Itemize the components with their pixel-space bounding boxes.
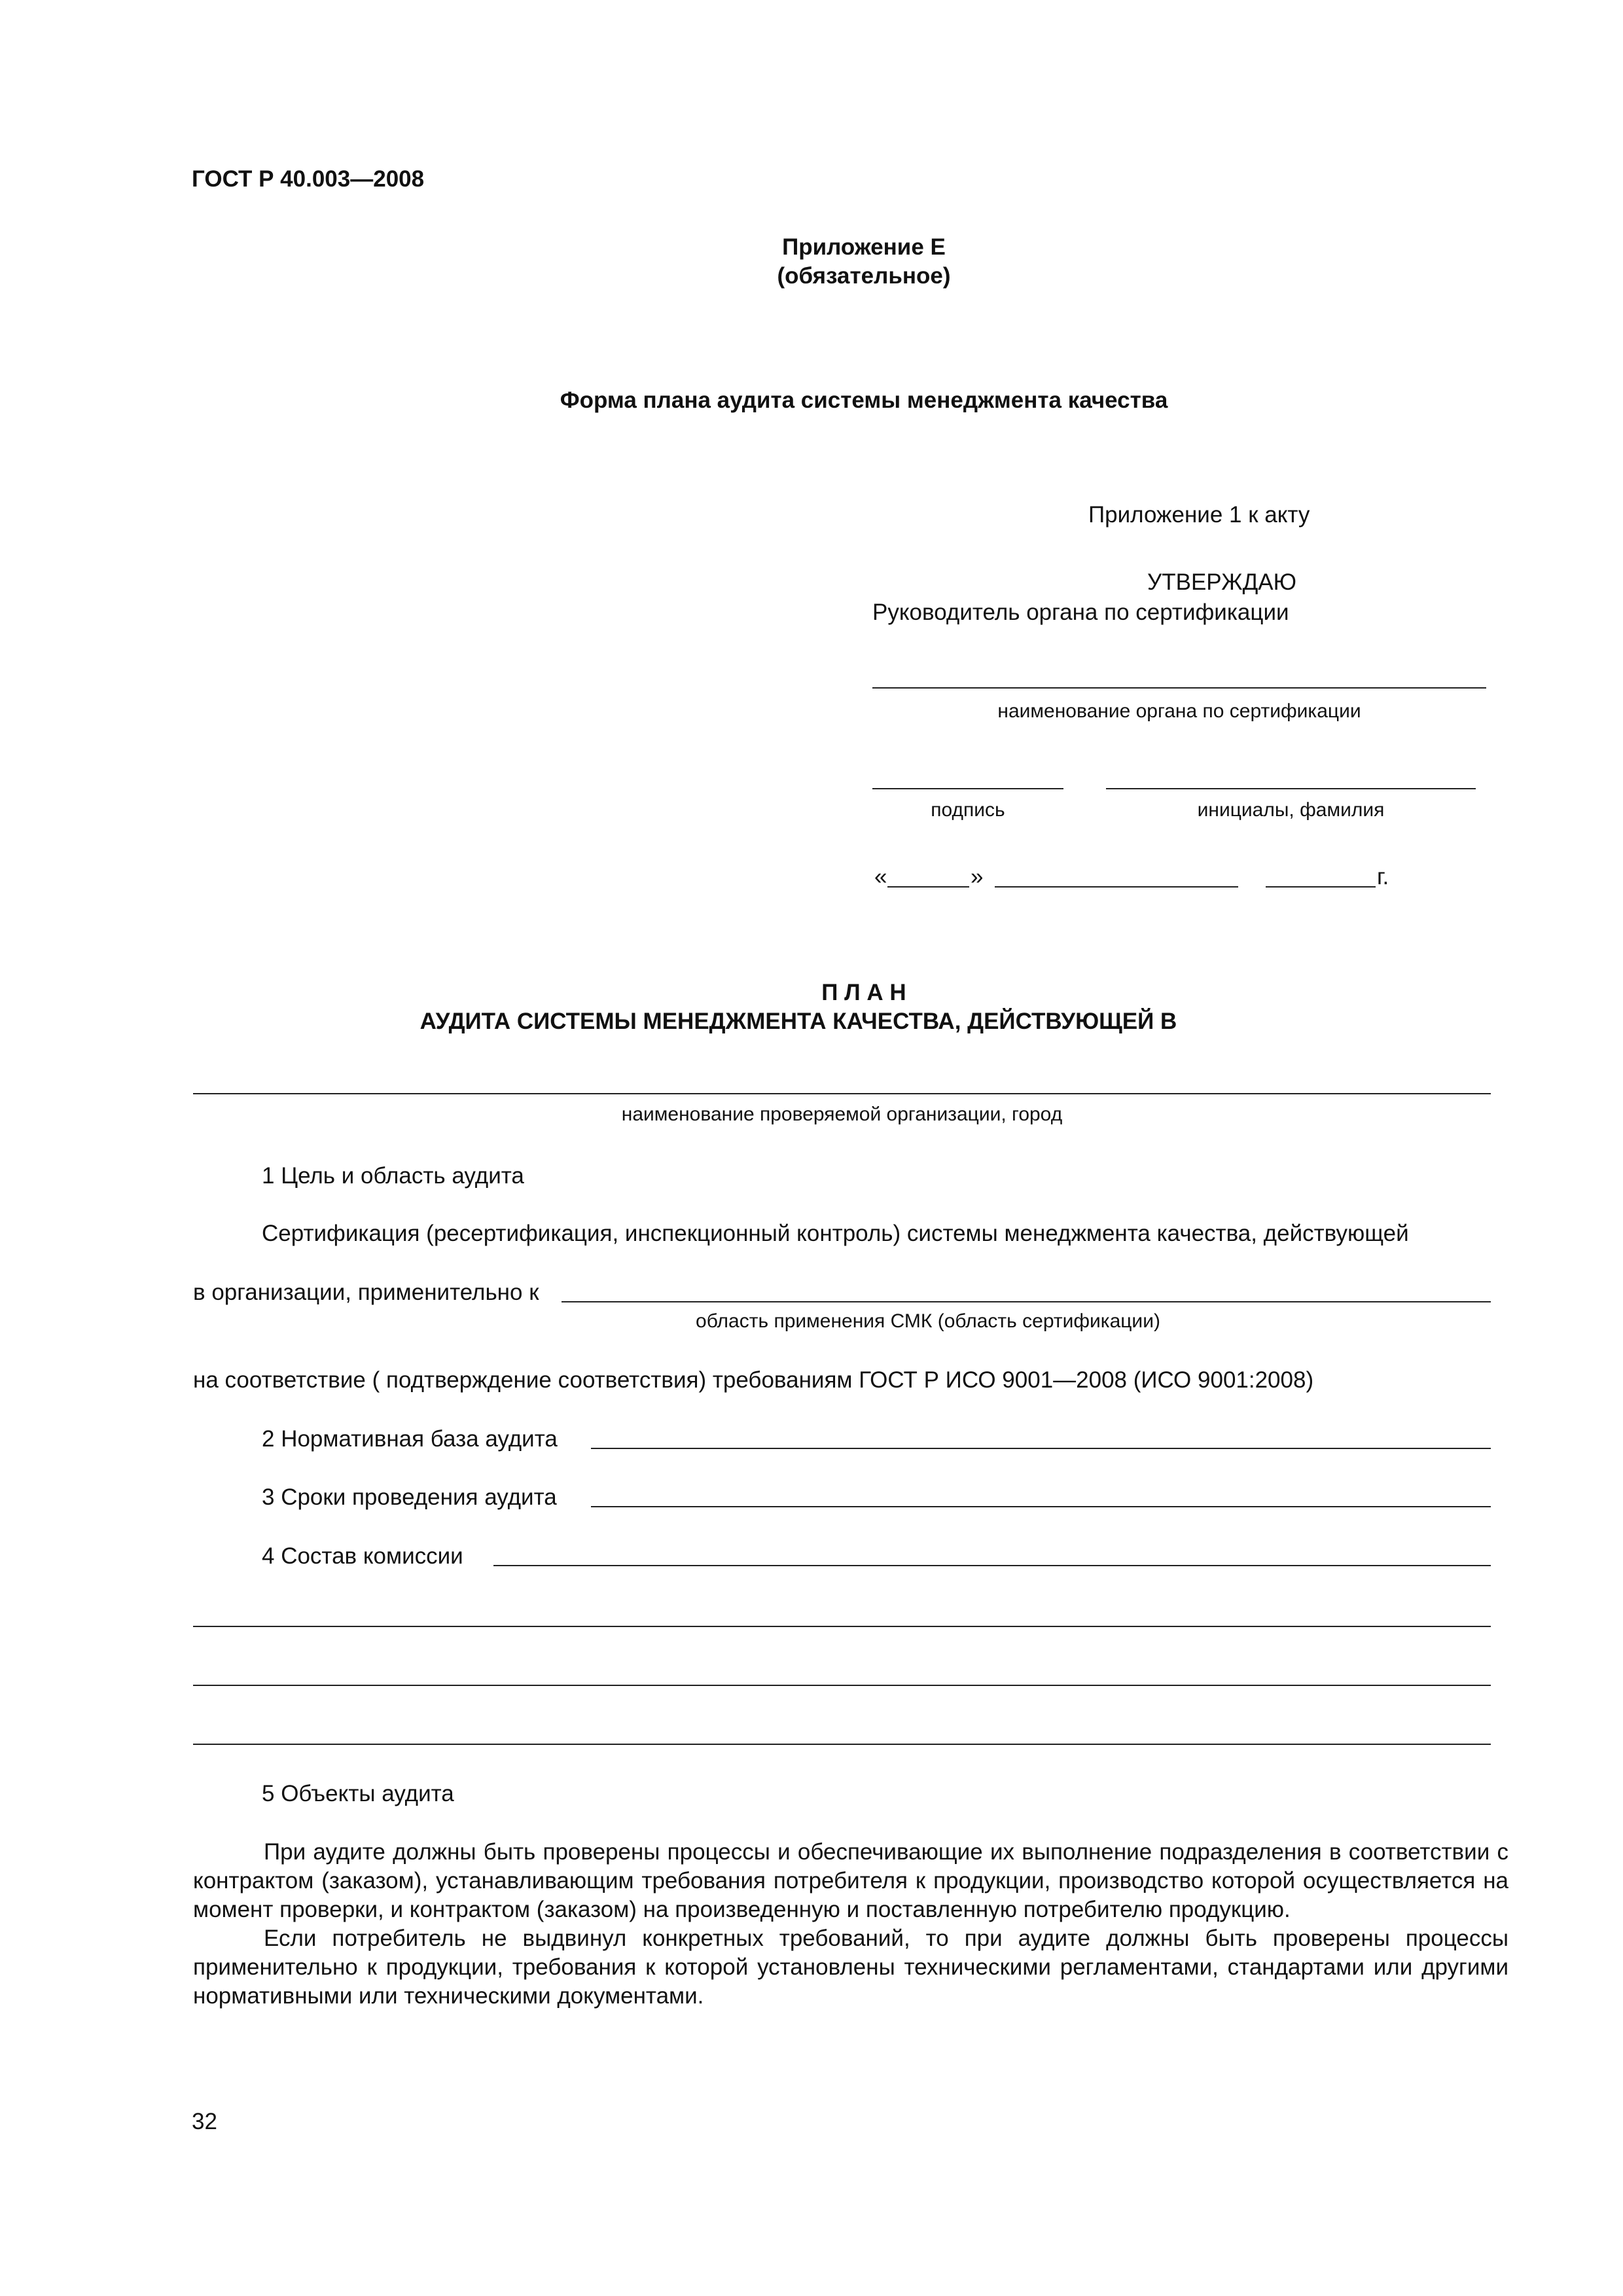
plan-title: П Л А Н xyxy=(821,980,906,1005)
standard-code: ГОСТ Р 40.003—2008 xyxy=(192,166,425,192)
section-5-paragraph-1: При аудите должны быть проверены процессы и обеспечивающие их выполнение подразделения в соответствии с контрактом (заказом), устанавливающим требования потребителя к продукции, производство которой осуществляется на момент проверки, и контрактом (заказом) на произведенную и поставленную потребителю продукцию. xyxy=(193,1839,1508,1922)
head-title: Руководитель органа по сертификации xyxy=(872,600,1289,625)
signature-caption: подпись xyxy=(931,799,1005,821)
attachment-note: Приложение 1 к акту xyxy=(1088,502,1310,528)
section-1-title: 1 Цель и область аудита xyxy=(262,1163,524,1189)
section-3-title: 3 Сроки проведения аудита xyxy=(262,1484,557,1510)
section-5-body xyxy=(193,1838,1508,2011)
date-day-line[interactable] xyxy=(887,886,969,888)
commission-line-3[interactable] xyxy=(193,1685,1491,1686)
section-5-title: 5 Объекты аудита xyxy=(262,1781,454,1806)
section-2-title: 2 Нормативная база аудита xyxy=(262,1426,558,1452)
org-name-caption: наименование органа по сертификации xyxy=(997,700,1361,722)
year-suffix: г. xyxy=(1377,864,1389,889)
commission-line-2[interactable] xyxy=(193,1626,1491,1627)
section-5-paragraph-2: Если потребитель не выдвинул конкретных требований, то при аудите должны быть проверены процессы применительно к продукции, требования к которой установлены техническими регламентами, стандартами или другими нормативными или техническими документами. xyxy=(193,1926,1508,2009)
appendix-status: (обязательное) xyxy=(777,263,951,289)
audited-org-line[interactable] xyxy=(193,1093,1491,1094)
appendix-title: Приложение Е xyxy=(782,234,946,260)
name-caption: инициалы, фамилия xyxy=(1197,799,1385,821)
section-4-title: 4 Состав комиссии xyxy=(262,1543,463,1569)
audited-org-caption: наименование проверяемой организации, город xyxy=(621,1103,1063,1125)
date-close-quote: » xyxy=(971,864,984,889)
section-1-text-line2: в организации, применительно к xyxy=(193,1280,539,1305)
date-open-quote: « xyxy=(874,864,887,889)
page-number: 32 xyxy=(192,2109,217,2134)
commission-line-1[interactable] xyxy=(493,1565,1491,1566)
signature-line[interactable] xyxy=(872,788,1063,789)
name-line[interactable] xyxy=(1106,788,1476,789)
scope-caption: область применения СМК (область сертификации) xyxy=(696,1310,1160,1332)
audit-dates-line[interactable] xyxy=(591,1506,1491,1507)
date-year-line[interactable] xyxy=(1266,886,1376,888)
approve-word: УТВЕРЖДАЮ xyxy=(1147,569,1296,595)
appendix-heading: Форма плана аудита системы менеджмента качества xyxy=(560,387,1168,413)
regulatory-base-line[interactable] xyxy=(591,1448,1491,1449)
date-month-line[interactable] xyxy=(995,886,1238,888)
commission-line-4[interactable] xyxy=(193,1744,1491,1745)
scope-line[interactable] xyxy=(562,1301,1491,1302)
section-1-text-line3: на соответствие ( подтверждение соответствия) требованиям ГОСТ Р ИСО 9001—2008 (ИСО 9001:2008) xyxy=(193,1367,1314,1393)
section-1-text-line1: Сертификация (ресертификация, инспекционный контроль) системы менеджмента качества, действующей xyxy=(262,1221,1409,1246)
org-name-line[interactable] xyxy=(872,687,1486,689)
plan-subtitle: АУДИТА СИСТЕМЫ МЕНЕДЖМЕНТА КАЧЕСТВА, ДЕЙСТВУЮЩЕЙ В xyxy=(419,1009,1177,1034)
